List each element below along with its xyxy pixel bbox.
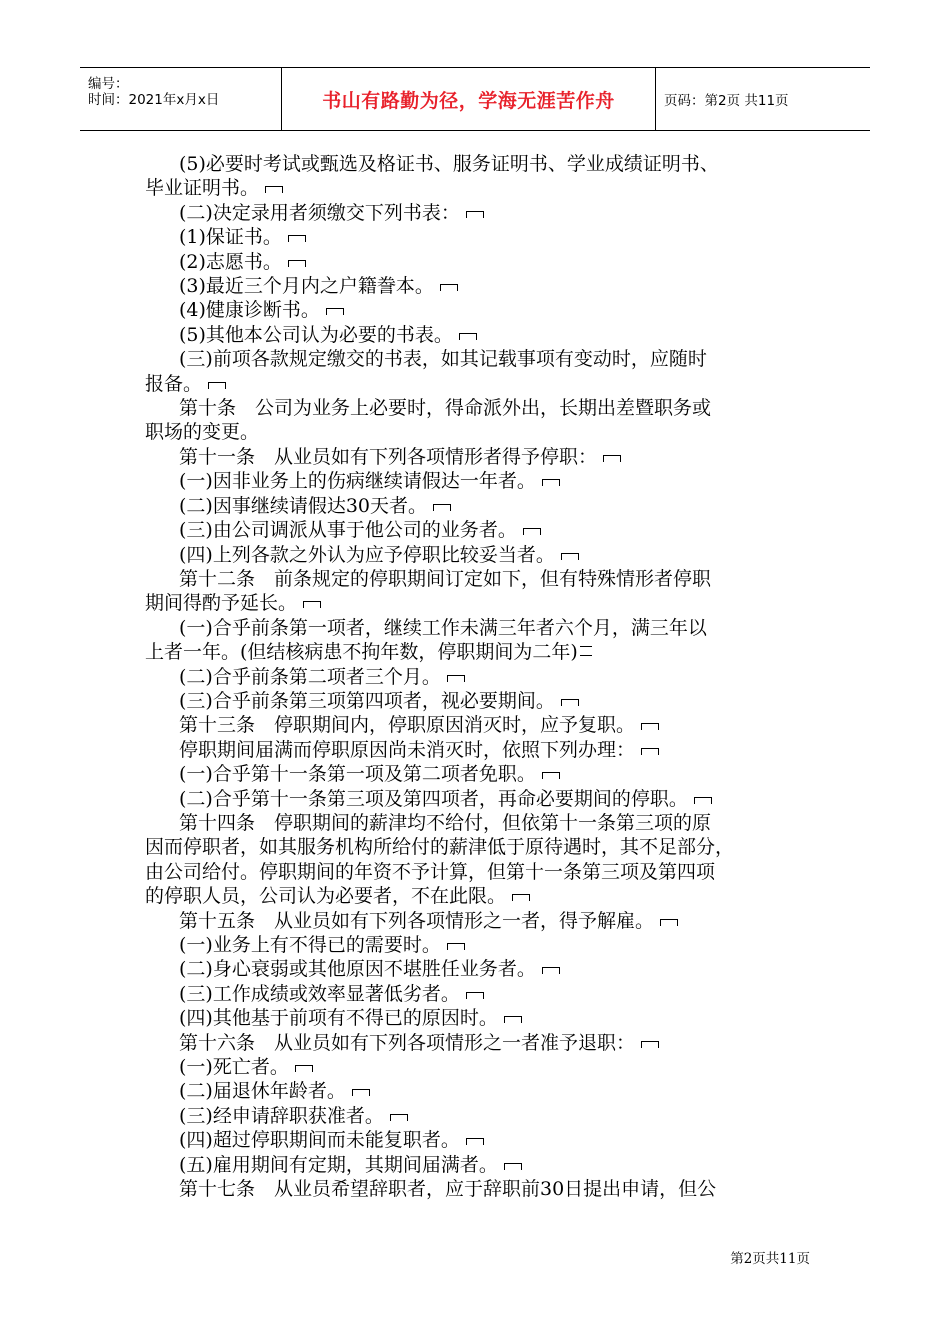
body-line-text: 期间得酌予延长。: [145, 592, 298, 615]
body-line: [145, 933, 810, 957]
paragraph-mark-icon: [542, 967, 560, 974]
body-line-text: 由公司给付。停职期间的年资不予计算，但第十一条第三项及第四项: [145, 860, 716, 883]
paragraph-mark-icon: [542, 772, 560, 779]
paragraph-mark-icon: [603, 455, 621, 462]
paragraph-mark-icon: [512, 894, 530, 901]
body-line-text: (五)雇用期间有定期，其期间届满者。: [179, 1153, 498, 1176]
body-line: [145, 957, 810, 981]
paragraph-mark-icon: [542, 479, 560, 486]
paragraph-mark-icon: [466, 992, 484, 999]
body-line: [145, 1031, 810, 1055]
paragraph-mark-icon: [694, 797, 712, 804]
body-line: [145, 982, 810, 1006]
paragraph-mark-icon: [504, 1016, 522, 1023]
body-line-text: (四)超过停职期间而未能复职者。: [179, 1129, 460, 1152]
paragraph-mark-icon: [295, 1065, 313, 1072]
body-line-text: 第十二条 前条规定的停职期间订定如下，但有特殊情形者停职: [179, 567, 712, 590]
paragraph-mark-icon: [265, 186, 283, 193]
body-line: [145, 298, 810, 322]
paragraph-mark-icon: [641, 1041, 659, 1048]
body-line: [145, 1006, 810, 1030]
body-line-text: 第十条 公司为业务上必要时，得命派外出，长期出差暨职务或: [179, 397, 712, 420]
body-line-text: 第十五条 从业员如有下列各项情形之一者，得予解雇。: [179, 909, 655, 932]
paragraph-mark-icon: [459, 333, 477, 340]
body-line-text: (一)业务上有不得已的需要时。: [179, 934, 441, 956]
body-line: [145, 201, 810, 225]
body-line: [145, 909, 810, 933]
body-line-text: (三)合乎前条第三项第四项者，视必要期间。: [179, 689, 555, 712]
paragraph-mark-icon: [504, 1163, 522, 1170]
body-line: [145, 640, 810, 664]
paragraph-mark-icon: [303, 601, 321, 608]
paragraph-mark-icon: [580, 646, 592, 656]
paragraph-mark-icon: [390, 1114, 408, 1121]
body-line-text: (二)因事继续请假达30天者。: [179, 494, 428, 517]
body-line-text: 因而停职者，如其服务机构所给付的薪津低于原待遇时，其不足部分，: [145, 836, 735, 859]
body-line: [145, 713, 810, 737]
body-line: [145, 738, 810, 762]
body-line: [145, 274, 810, 298]
body-line: [145, 665, 810, 689]
header-motto: 书山有路勤为径，学海无涯苦作舟: [281, 68, 656, 130]
body-line: [145, 420, 810, 444]
paragraph-mark-icon: [440, 284, 458, 291]
body-line: [145, 494, 810, 518]
body-line: [145, 445, 810, 469]
body-line-text: 第十一条 从业员如有下列各项情形者得予停职：: [179, 445, 598, 468]
body-line: [145, 884, 810, 908]
body-line: [145, 1177, 810, 1201]
body-line: [145, 762, 810, 786]
page-footer: 第2页共11页: [730, 1251, 810, 1267]
body-line: [145, 543, 810, 567]
body-line-text: (一)死亡者。: [179, 1056, 289, 1079]
body-line: [145, 1055, 810, 1079]
body-line-text: (三)经申请辞职获准者。: [179, 1104, 384, 1127]
body-line-text: 的停职人员，公司认为必要者，不在此限。: [145, 885, 507, 908]
body-line: [145, 1104, 810, 1128]
page-header: [80, 67, 870, 131]
paragraph-mark-icon: [466, 211, 484, 218]
paragraph-mark-icon: [660, 919, 678, 926]
body-line: [145, 469, 810, 493]
body-line-text: (一)因非业务上的伤病继续请假达一年者。: [179, 470, 536, 493]
body-line: [145, 1079, 810, 1103]
body-line: [145, 396, 810, 420]
paragraph-mark-icon: [447, 675, 465, 682]
body-line-text: (四)其他基于前项有不得已的原因时。: [179, 1007, 498, 1030]
body-line: [145, 347, 810, 371]
paragraph-mark-icon: [208, 382, 226, 389]
document-number-label: 编号：: [88, 76, 129, 92]
body-line: [145, 518, 810, 542]
body-line: [145, 616, 810, 640]
body-line: [145, 689, 810, 713]
paragraph-mark-icon: [523, 528, 541, 535]
body-line: [145, 176, 810, 200]
body-line: [145, 1128, 810, 1152]
document-date-label: 时间：2021年x月x日: [88, 92, 220, 108]
body-line: [145, 372, 810, 396]
body-line-text: (1)保证书。: [179, 226, 282, 249]
body-line-text: 报备。: [145, 372, 203, 395]
body-line-text: (二)合乎前条第二项者三个月。: [179, 665, 441, 688]
body-line-text: (3)最近三个月内之户籍誊本。: [179, 275, 434, 298]
paragraph-mark-icon: [561, 553, 579, 560]
body-line-text: (四)上列各款之外认为应予停职比较妥当者。: [179, 543, 555, 566]
body-line: [145, 152, 810, 176]
body-line-text: (一)合乎第十一条第一项及第二项者免职。: [179, 763, 536, 786]
body-line: [145, 1153, 810, 1177]
body-line-text: (二)届退休年龄者。: [179, 1080, 346, 1103]
paragraph-mark-icon: [641, 748, 659, 755]
body-line-text: (三)由公司调派从事于他公司的业务者。: [179, 519, 517, 542]
paragraph-mark-icon: [641, 723, 659, 730]
body-line-text: (一)合乎前条第一项者，继续工作未满三年者六个月，满三年以: [179, 616, 707, 639]
header-meta: [80, 68, 280, 130]
body-line-text: 上者一年。(但结核病患不拘年数，停职期间为二年): [145, 641, 578, 664]
paragraph-mark-icon: [561, 699, 579, 706]
paragraph-mark-icon: [326, 308, 344, 315]
body-line-text: (二)决定录用者须缴交下列书表：: [179, 201, 460, 224]
body-line: [145, 250, 810, 274]
body-line: [145, 323, 810, 347]
body-line: [145, 811, 810, 835]
body-line: [145, 567, 810, 591]
body-line: [145, 225, 810, 249]
body-line-text: 职场的变更。: [145, 421, 260, 444]
header-page-number: 页码：第2页 共11页: [664, 93, 789, 109]
paragraph-mark-icon: [447, 943, 465, 950]
body-line: [145, 787, 810, 811]
body-line-text: 第十六条 从业员如有下列各项情形之一者准予退职：: [179, 1031, 636, 1054]
paragraph-mark-icon: [352, 1089, 370, 1096]
paragraph-mark-icon: [466, 1138, 484, 1145]
body-line-text: 停职期间届满而停职原因尚未消灭时，依照下列办理：: [179, 738, 636, 761]
paragraph-mark-icon: [288, 260, 306, 267]
body-line-text: (5)必要时考试或甄选及格证书、服务证明书、学业成绩证明书、: [179, 153, 719, 175]
body-line-text: (二)合乎第十一条第三项及第四项者，再命必要期间的停职。: [179, 787, 688, 810]
body-line-text: (4)健康诊断书。: [179, 299, 320, 322]
body-line: [145, 860, 810, 884]
paragraph-mark-icon: [288, 235, 306, 242]
paragraph-mark-icon: [433, 504, 451, 511]
body-line-text: 第十三条 停职期间内，停职原因消灭时，应予复职。: [179, 714, 636, 737]
body-line-text: 第十七条 从业员希望辞职者，应于辞职前30日提出申请，但公: [179, 1178, 717, 1201]
body-line-text: (2)志愿书。: [179, 250, 282, 273]
body-line-text: 毕业证明书。: [145, 177, 260, 200]
body-line-text: 第十四条 停职期间的薪津均不给付，但依第十一条第三项的原: [179, 811, 712, 834]
body-line-text: (三)工作成绩或效率显著低劣者。: [179, 982, 460, 1005]
body-line-text: (二)身心衰弱或其他原因不堪胜任业务者。: [179, 958, 536, 981]
body-line: [145, 835, 810, 859]
body-line-text: (5)其他本公司认为必要的书表。: [179, 323, 453, 346]
body-line: [145, 591, 810, 615]
body-line-text: (三)前项各款规定缴交的书表，如其记载事项有变动时，应随时: [179, 348, 707, 371]
document-body: [145, 152, 810, 1201]
